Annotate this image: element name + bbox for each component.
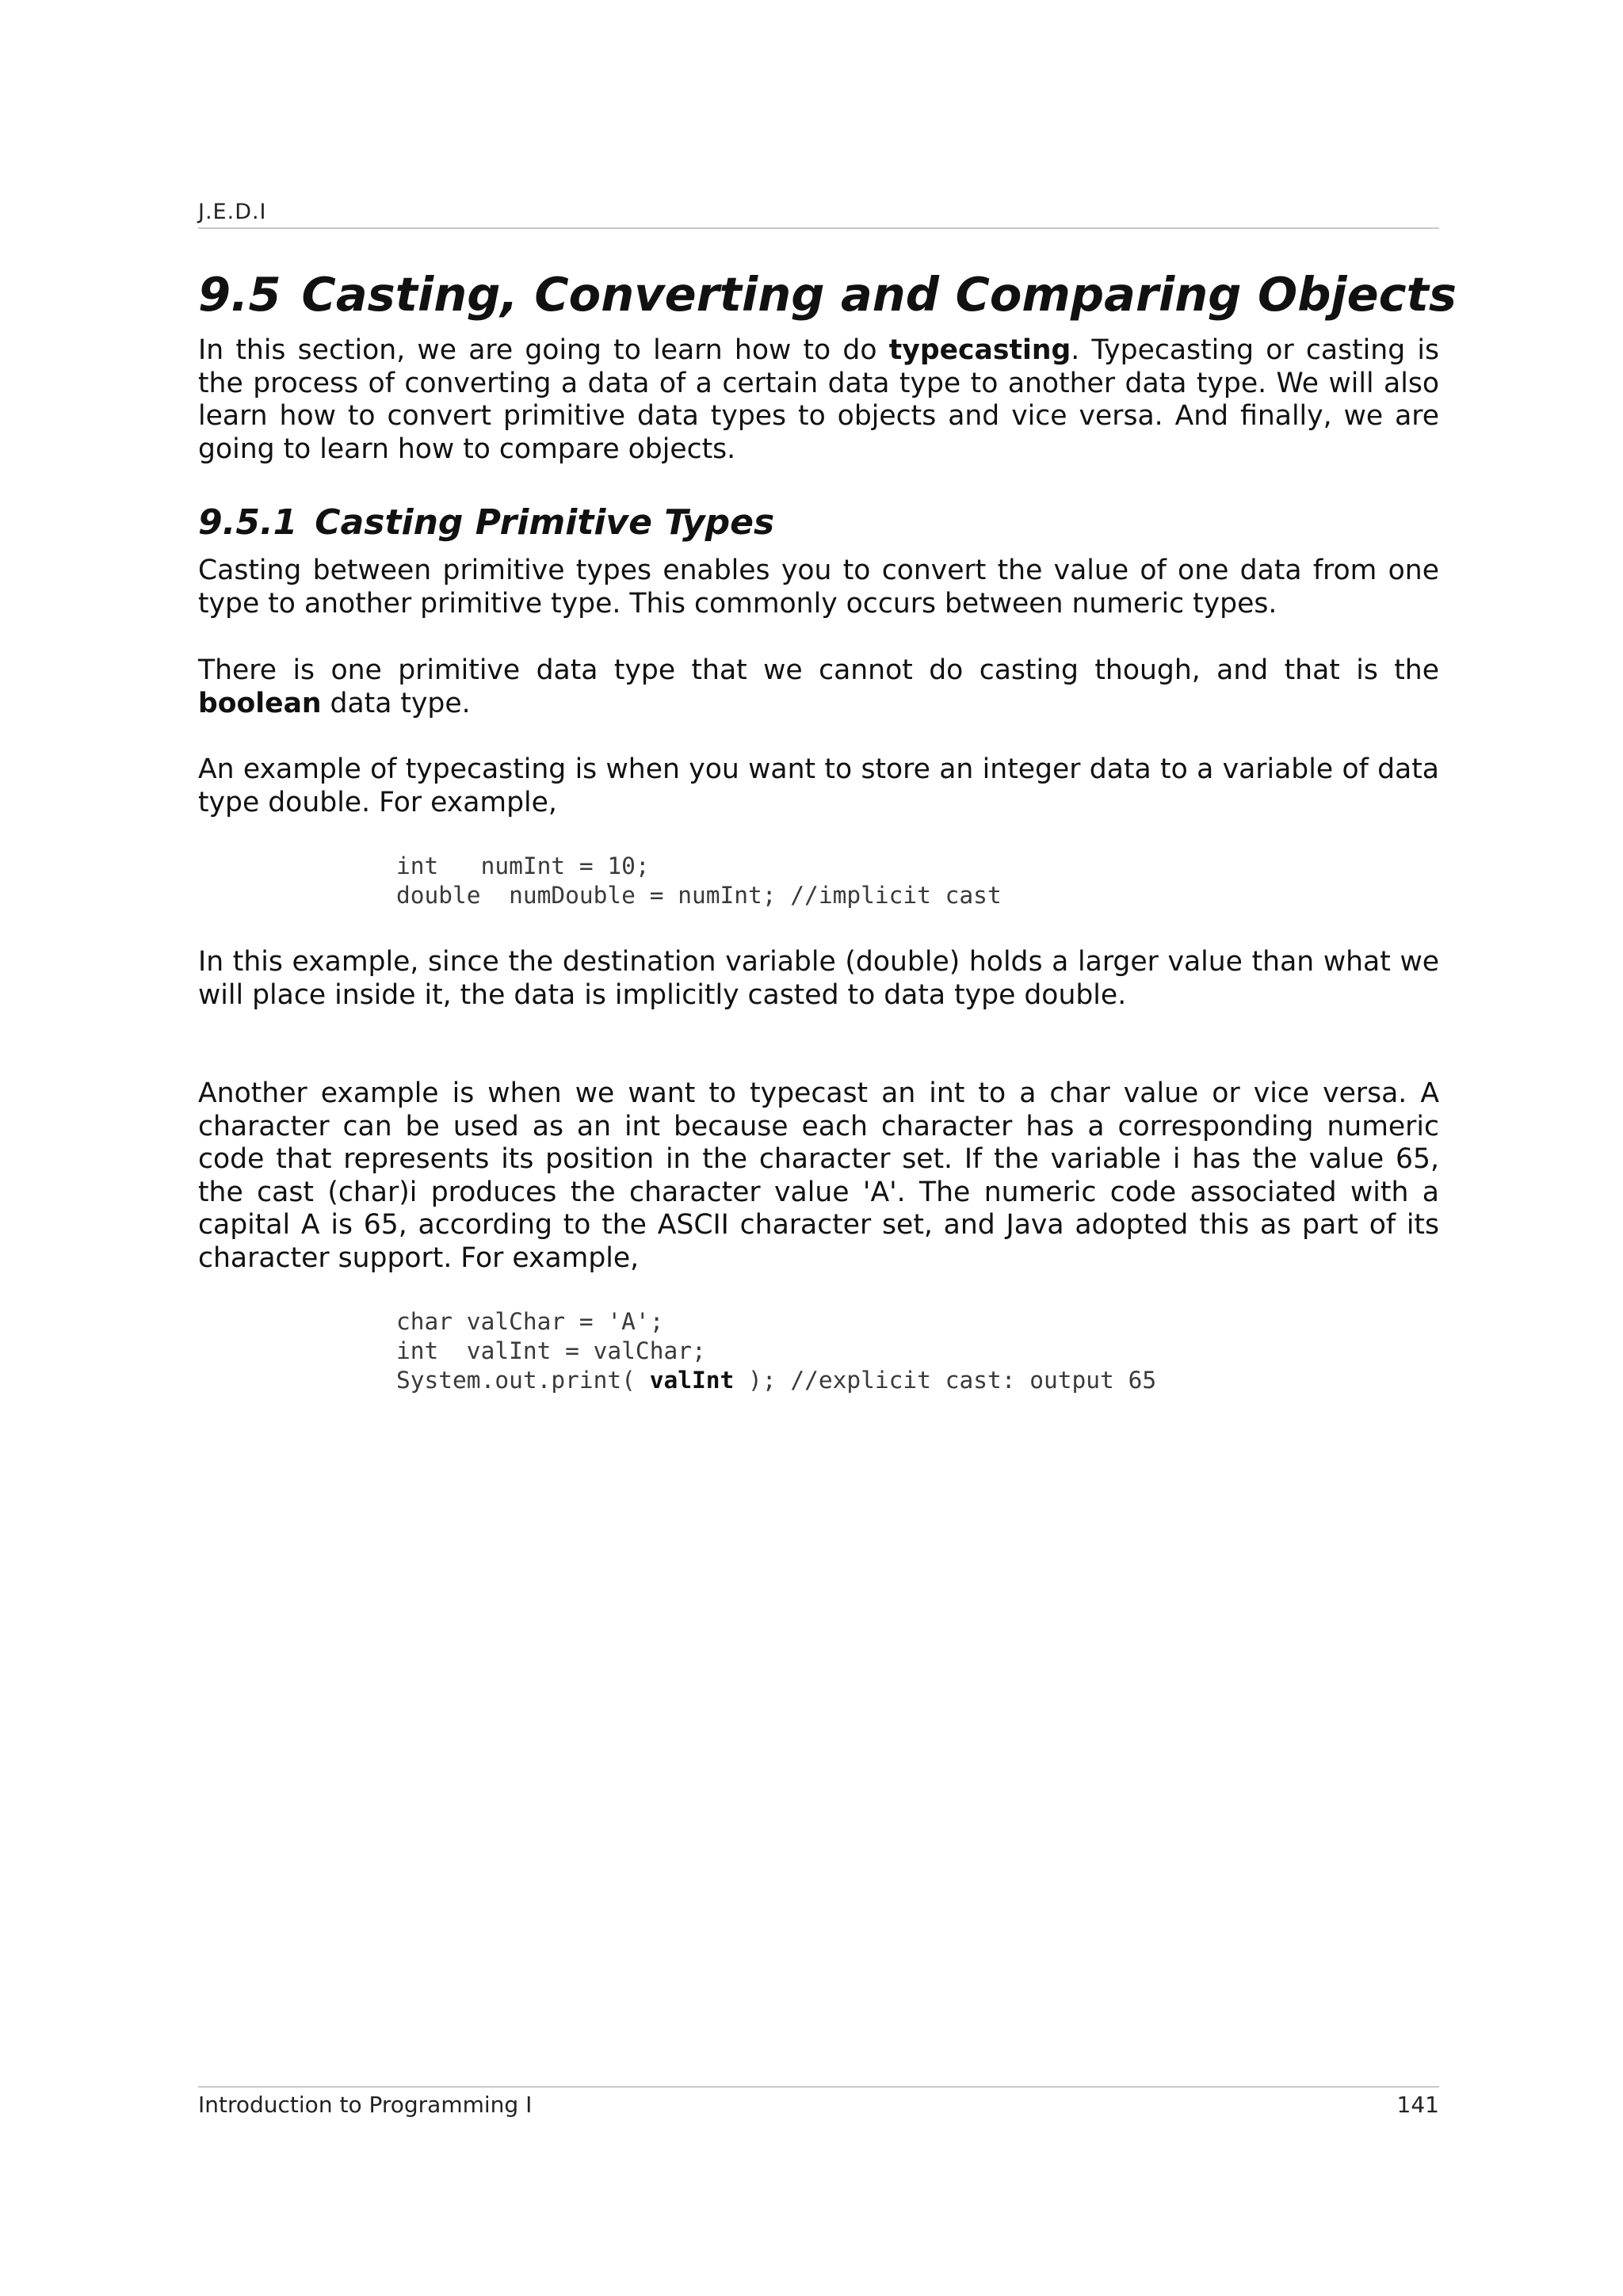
paragraph-casting-between: Casting between primitive types enables you to convert the value of one data from one type to another primitive type. This commonly occurs between numeric types.	[198, 555, 1439, 620]
code-line: char valChar = 'A';	[396, 1308, 664, 1335]
code-line: int valInt = valChar;	[396, 1337, 706, 1364]
subsection-title-text: Casting Primitive Types	[315, 502, 775, 543]
subsection-number: 9.5.1	[198, 502, 298, 543]
code-line: double numDouble = numInt; //implicit cast	[396, 882, 1002, 909]
footer-rule	[198, 2086, 1439, 2088]
paragraph-boolean	[198, 654, 1439, 720]
code-block-explicit-cast	[396, 1307, 1156, 1395]
boolean-text-start: There is one primitive data type that we cannot do casting though, and that is the	[198, 654, 1439, 686]
paragraph-typecasting-example: An example of typecasting is when you want to store an integer data to a variable of data type double. For example,	[198, 753, 1439, 818]
intro-text-end: . Typecasting or casting is the process of converting a data of a certain data type to another data type. We will also learn how to convert primitive data types to objects and vice versa. And finally, we are going to learn how to compare objects.	[198, 334, 1440, 465]
footer-page-number: 141	[1396, 2092, 1439, 2118]
code-bold-variable: valInt	[649, 1367, 735, 1394]
section-number: 9.5	[198, 267, 281, 322]
code-line: int numInt = 10;	[396, 852, 650, 879]
intro-text-start: In this section, we are going to learn how to do	[198, 334, 889, 366]
running-header: J.E.D.I	[198, 200, 267, 224]
paragraph-char-int-example: Another example is when we want to typecast an int to a char value or vice versa. A character can be used as an int because each character has a corresponding numeric code that represents its position in the character set. If the variable i has the value 65, the cast (char)i produces the character value 'A'. The numeric code associated with a capital A is 65, according to the ASCII character set, and Java adopted this as part of its character support. For example,	[198, 1077, 1439, 1274]
section-title	[198, 263, 1457, 326]
code-fragment: System.out.print(	[396, 1367, 650, 1394]
header-rule	[198, 227, 1439, 229]
code-fragment: ); //explicit cast: output 65	[734, 1367, 1157, 1394]
paragraph-implicit-explanation: In this example, since the destination variable (double) holds a larger value than what we will place inside it, the data is implicitly casted to data type double.	[198, 946, 1439, 1011]
intro-bold-term: typecasting	[888, 334, 1071, 366]
document-page	[198, 0, 1457, 2296]
subsection-title	[198, 499, 1439, 547]
boolean-bold-term: boolean	[198, 687, 322, 719]
code-block-implicit-cast	[396, 852, 1002, 910]
code-line	[396, 1366, 1156, 1395]
boolean-text-end: data type.	[321, 687, 471, 719]
section-title-text: Casting, Converting and Comparing Objects	[301, 267, 1457, 322]
footer-book-title: Introduction to Programming I	[198, 2092, 533, 2118]
section-intro-paragraph	[198, 334, 1439, 466]
